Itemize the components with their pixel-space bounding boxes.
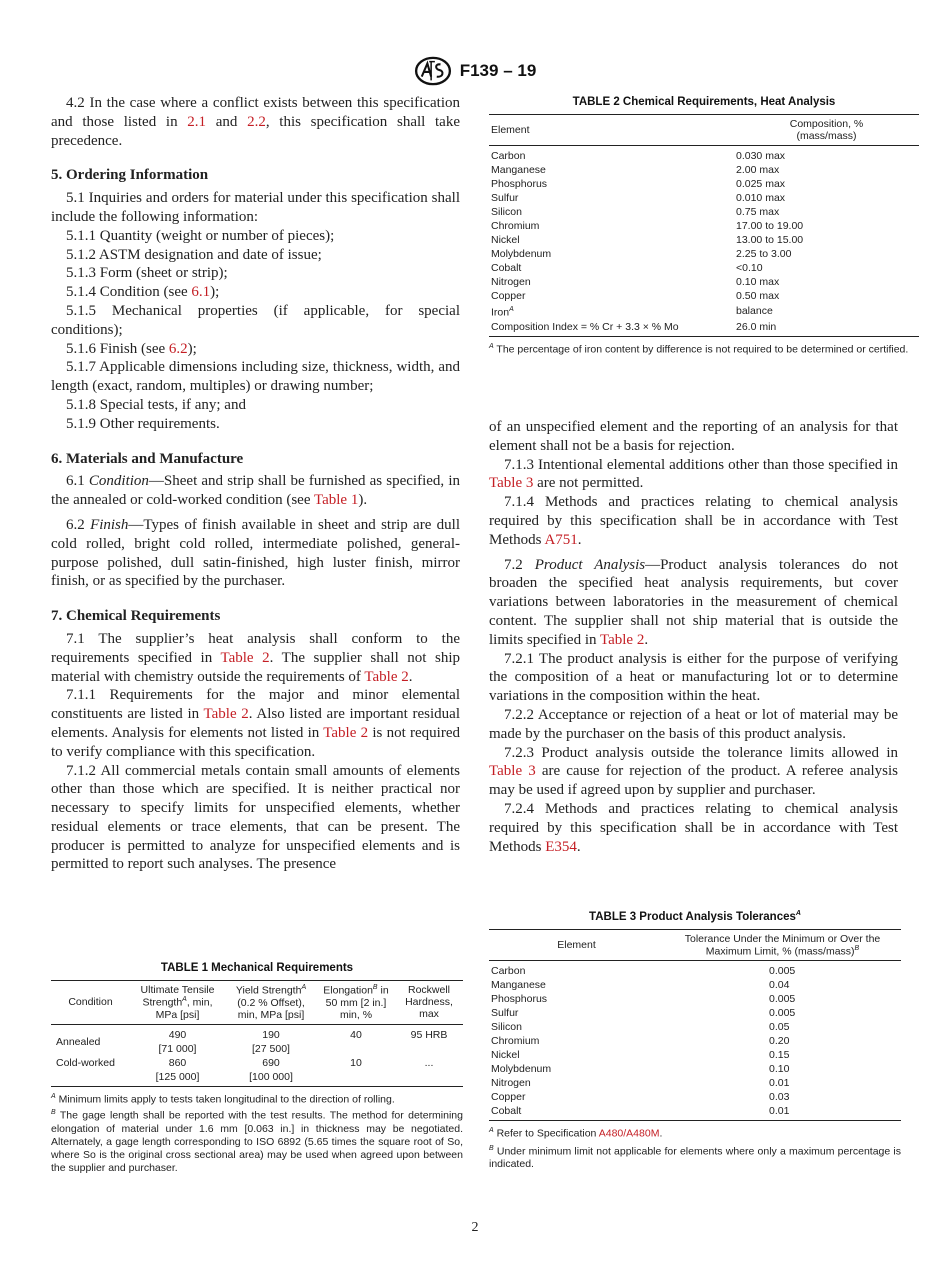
table-3-header-tolerance: Tolerance Under the Minimum or Over the Maximum Limit, % (mass/mass)$^B$: [664, 929, 901, 961]
para-5-1-4: 5.1.4 Condition (see 6.1);: [66, 284, 220, 301]
table-2-grid: [489, 114, 919, 337]
table-2-header-composition: Composition, % (mass/mass): [734, 115, 919, 146]
table-1-header-elongation: Elongation$^B$ in 50 mm [2 in.] min, %: [317, 981, 395, 1025]
para-5-1-9: 5.1.9 Other requirements.: [66, 415, 220, 432]
table-1-header-hardness: Rockwell Hardness, max: [395, 981, 463, 1025]
para-7-1-2: 7.1.2 All commercial metals contain small amounts of elements other than those which are specified. It is neither practical nor necessary to specify limits for unspecified elements, whether residual elements or trace elements, that can be present. The producer is permitted to analyze for unspecified elements and is permitted to report such analyses. The presence: [51, 762, 460, 873]
table-row: Chromium 0.20: [491, 1035, 790, 1048]
para-4-2: 4.2 In the case where a conflict exists between this specification and those listed in 2.1 and 2.2, this specification shall take precedence.: [51, 95, 460, 149]
table-row: Nickel 0.15: [491, 1049, 790, 1062]
link-2-2[interactable]: 2.2: [247, 113, 266, 130]
document-id: F139 – 19: [459, 61, 537, 80]
table-row: Sulfur 0.005: [491, 1007, 796, 1020]
table-row: Molybdenum 2.25 to 3.00: [491, 248, 792, 260]
table-row: Cold-worked 860 [125 000] 690 [100 000] 10 ...: [51, 1056, 463, 1087]
para-7-1-2-cont: of an unspecified element and the reporting of an analysis for that element shall not be a basis for rejection.: [489, 419, 898, 454]
para-5-1-7: 5.1.7 Applicable dimensions including size, thickness, width, and length (exact, random, multiples) or drawing number;: [51, 359, 460, 395]
table-row: Carbon 0.005: [491, 965, 796, 978]
table-3: [489, 910, 901, 1171]
table-row: Sulfur 0.010 max: [491, 192, 786, 204]
link-table-3[interactable]: Table 3: [489, 763, 536, 780]
para-6-1: 6.1 Condition—Sheet and strip shall be furnished as specified, in the annealed or cold-worked condition (see Table 1).: [51, 473, 460, 509]
table-3-header-element: Element: [489, 929, 664, 961]
table-row: Annealed 490 [71 000] 190 [27 500] 40 95 HRB: [56, 1028, 448, 1055]
table-row: Nitrogen 0.01: [491, 1077, 790, 1090]
table-1: [51, 962, 463, 1175]
link-a751[interactable]: A751: [544, 531, 578, 548]
table-row: Molybdenum 0.10: [491, 1063, 790, 1076]
link-table-3[interactable]: Table 3: [489, 475, 534, 492]
link-table-1[interactable]: Table 1: [313, 492, 359, 509]
para-7-2-1: 7.2.1 The product analysis is either for the purpose of verifying the composition of a heat or manufacturing lot or to determine variations in the composition within the heat.: [489, 650, 898, 705]
table-1-header-uts: Ultimate Tensile Strength$^A$, min, MPa [psi]: [130, 981, 225, 1025]
link-table-2[interactable]: Table 2: [364, 668, 409, 685]
para-7-2-3: 7.2.3 Product analysis outside the tolerance limits allowed in Table 3 are cause for rejection of the product. A referee analysis may be used if agreed upon by supplier and purchaser.: [489, 744, 898, 799]
table-row: Manganese 2.00 max: [491, 164, 780, 176]
para-7-2: 7.2 Product Analysis—Product analysis tolerances do not broaden the specified heat analysis requirements, but cover variations between laboratories in the measurement of chemical content. The supplier shall not ship material that is outside the limits specified in Table 2.: [489, 556, 899, 648]
table-row: Carbon 0.030 max: [491, 150, 786, 162]
para-5-1-3: 5.1.3 Form (sheet or strip);: [66, 265, 228, 282]
table-row: Phosphorus 0.025 max: [491, 178, 786, 190]
table-row: Iron$^A$ balance: [491, 305, 773, 319]
para-5-1-2: 5.1.2 ASTM designation and date of issue;: [66, 246, 322, 263]
page-header: [0, 56, 950, 86]
section-5-heading: 5. Ordering Information: [51, 167, 209, 184]
para-5-1-8: 5.1.8 Special tests, if any; and: [66, 396, 246, 413]
table-1-footnote-b: $^B$ The gage length shall be reported with the test results. The method for determining elongation of material under 1.6 mm [0.063 in.] in thickness may be negotiated. Alternately, a gage length corresponding to ISO 6892 (5.65 times the square root of So, where So is the original cross sectional area) may be used when agreed upon between the supplier and purchaser.: [51, 1109, 463, 1174]
table-3-grid: [489, 929, 901, 1122]
section-7-heading: 7. Chemical Requirements: [51, 608, 221, 625]
table-row: Silicon 0.75 max: [491, 206, 780, 218]
table-row: Composition Index = % Cr + 3.3 × % Mo 26.0 min: [489, 320, 919, 337]
link-table-2[interactable]: Table 2: [203, 706, 249, 723]
table-row: Chromium 17.00 to 19.00: [491, 220, 804, 232]
table-row: Phosphorus 0.005: [491, 993, 796, 1006]
para-7-1-4: 7.1.4 Methods and practices relating to chemical analysis required by this specification shall be in accordance with Test Methods A751.: [489, 494, 898, 548]
link-6-1[interactable]: 6.1: [191, 284, 211, 301]
para-5-1-1: 5.1.1 Quantity (weight or number of pieces);: [66, 227, 335, 244]
link-2-1[interactable]: 2.1: [187, 113, 207, 130]
page-number: 2: [471, 1220, 479, 1235]
table-2-footnote: $^A$ The percentage of iron content by difference is not required to be determined or certified.: [489, 342, 909, 355]
table-row: Nitrogen 0.10 max: [491, 276, 780, 288]
table-row: Cobalt 0.01: [489, 1104, 901, 1121]
right-column: [489, 418, 898, 856]
table-1-footnote-a: $^A$ Minimum limits apply to tests taken longitudinal to the direction of rolling.: [51, 1092, 395, 1105]
table-1-grid: [51, 980, 463, 1087]
para-5-1: 5.1 Inquiries and orders for material under this specification shall include the following information:: [51, 190, 460, 225]
left-column: [51, 94, 460, 874]
table-row: Cobalt <0.10: [491, 262, 763, 274]
table-3-footnote-b: $^B$ Under minimum limit not applicable for elements where only a maximum percentage is indicated.: [489, 1144, 901, 1171]
table-3-title: TABLE 3 Product Analysis Tolerances$^A$: [589, 910, 801, 923]
para-7-1-3: 7.1.3 Intentional elemental additions other than those specified in Table 3 are not permitted.: [489, 456, 898, 492]
para-7-2-2: 7.2.2 Acceptance or rejection of a heat or lot of material may be made by the purchaser on the basis of this product analysis.: [489, 706, 898, 742]
para-5-1-6: 5.1.6 Finish (see 6.2);: [66, 340, 197, 357]
table-2: [489, 96, 919, 356]
table-row: Copper 0.03: [491, 1091, 790, 1104]
link-table-2[interactable]: Table 2: [220, 649, 270, 666]
link-table-2[interactable]: Table 2: [599, 631, 645, 648]
astm-logo-icon: [414, 56, 452, 86]
table-1-header-condition: Condition: [51, 981, 130, 1025]
para-5-1-5: 5.1.5 Mechanical properties (if applicable, for special conditions);: [51, 302, 460, 338]
table-2-title: TABLE 2 Chemical Requirements, Heat Analysis: [572, 96, 836, 108]
para-6-2: 6.2 Finish—Types of finish available in sheet and strip are dull cold rolled, bright cold rolled, intermediate polished, general-purpose polished, dull satin-finished, high luster finish, mirror finish, or as specified by the purchaser.: [51, 516, 460, 590]
table-1-header-yield: Yield Strength$^A$ (0.2 % Offset), min, MPa [psi]: [225, 981, 317, 1025]
table-row: Manganese 0.04: [491, 979, 790, 992]
link-6-2[interactable]: 6.2: [168, 340, 188, 357]
para-7-2-4: 7.2.4 Methods and practices relating to chemical analysis required by this specification shall be in accordance with Test Methods E354.: [489, 800, 898, 855]
table-row: Copper 0.50 max: [491, 290, 780, 302]
section-6-heading: 6. Materials and Manufacture: [51, 450, 244, 467]
table-row: Silicon 0.05: [491, 1021, 790, 1034]
link-a480[interactable]: A480/A480M: [598, 1127, 660, 1140]
table-3-footnote-a: $^A$ Refer to Specification A480/A480M.: [489, 1127, 663, 1140]
table-1-title: TABLE 1 Mechanical Requirements: [160, 962, 354, 974]
table-2-header-element: Element: [489, 115, 734, 146]
link-e354[interactable]: E354: [545, 838, 577, 855]
link-table-2[interactable]: Table 2: [323, 724, 369, 741]
para-7-1-1: 7.1.1 Requirements for the major and minor elemental constituents are listed in Table 2. Also listed are important residual elements. Analysis for elements not listed in Table 2 is not required to verify compliance with this specification.: [51, 687, 460, 760]
table-row: Nickel 13.00 to 15.00: [491, 234, 804, 246]
para-7-1: 7.1 The supplier’s heat analysis shall conform to the requirements specified in Table 2. The supplier shall not ship material with chemistry outside the requirements of Table 2.: [51, 630, 460, 685]
